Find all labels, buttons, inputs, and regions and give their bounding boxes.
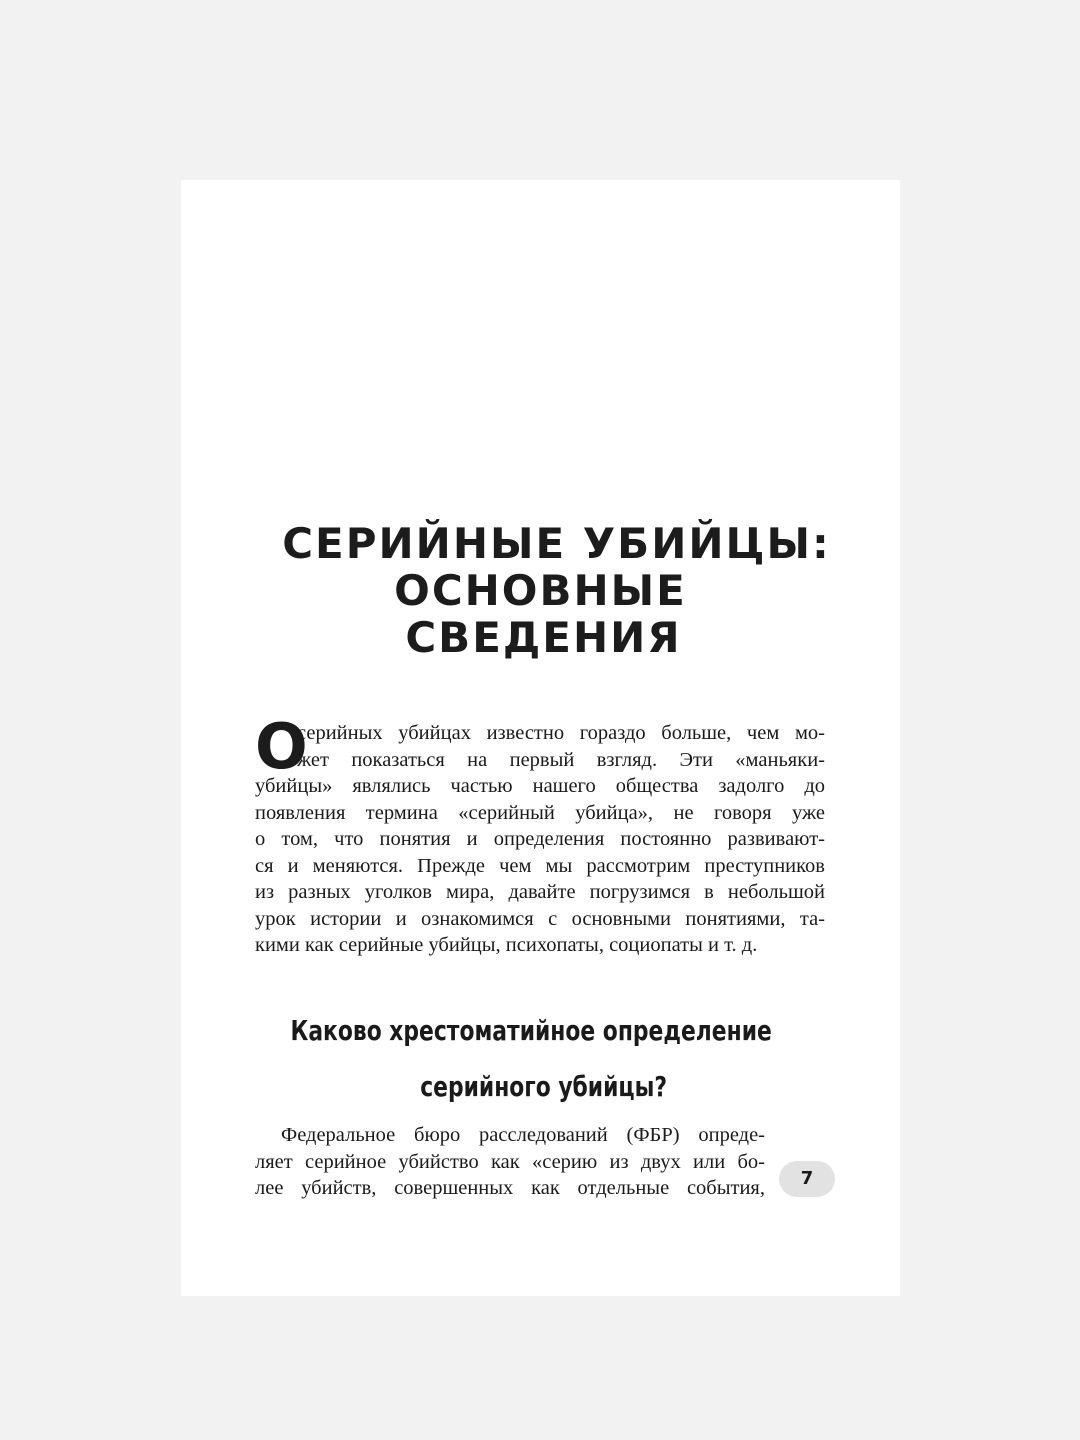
chapter-title-line-1: СЕРИЙНЫЕ УБИЙЦЫ: — [282, 519, 831, 568]
body-line: Федеральное бюро расследований (ФБР) опреде- — [281, 1124, 765, 1146]
chapter-title-line-2: ОСНОВНЫЕ — [394, 566, 687, 615]
section-heading — [260, 1003, 821, 1115]
body-line: лее убийств, совершенных как отдельные события, — [255, 1177, 765, 1199]
chapter-title — [181, 520, 900, 661]
intro-line: серийных убийцах известно гораздо больше, чем мо- — [297, 722, 825, 744]
body-line: ляет серийное убийство как «серию из двух или бо- — [255, 1150, 765, 1173]
intro-line: жет показаться на первый взгляд. Эти «маньяки- — [297, 748, 825, 771]
page-number: 7 — [779, 1161, 835, 1197]
book-page — [181, 180, 900, 1296]
intro-line: из разных уголков мира, давайте погрузимся в небольшой — [255, 881, 825, 903]
drop-cap: О — [255, 710, 308, 783]
intro-line: ся и меняются. Прежде чем мы рассмотрим преступников — [255, 854, 825, 877]
intro-line: кими как серийные убийцы, психопаты, социопаты и т. д. — [255, 934, 758, 956]
chapter-title-line-3: СВЕДЕНИЯ — [405, 613, 682, 662]
intro-line: урок истории и ознакомимся с основными понятиями, та- — [255, 907, 825, 930]
intro-line: появления термина «серийный убийца», не говоря уже — [255, 801, 825, 824]
body-paragraph — [255, 1122, 765, 1202]
intro-paragraph — [255, 710, 825, 959]
intro-line: о том, что понятия и определения постоянно развивают- — [255, 828, 825, 850]
section-heading-line-2: серийного убийцы? — [420, 1070, 668, 1103]
section-heading-line-1: Каково хрестоматийное определение — [290, 1014, 772, 1047]
intro-line: убийцы» являлись частью нашего общества задолго до — [255, 775, 825, 797]
